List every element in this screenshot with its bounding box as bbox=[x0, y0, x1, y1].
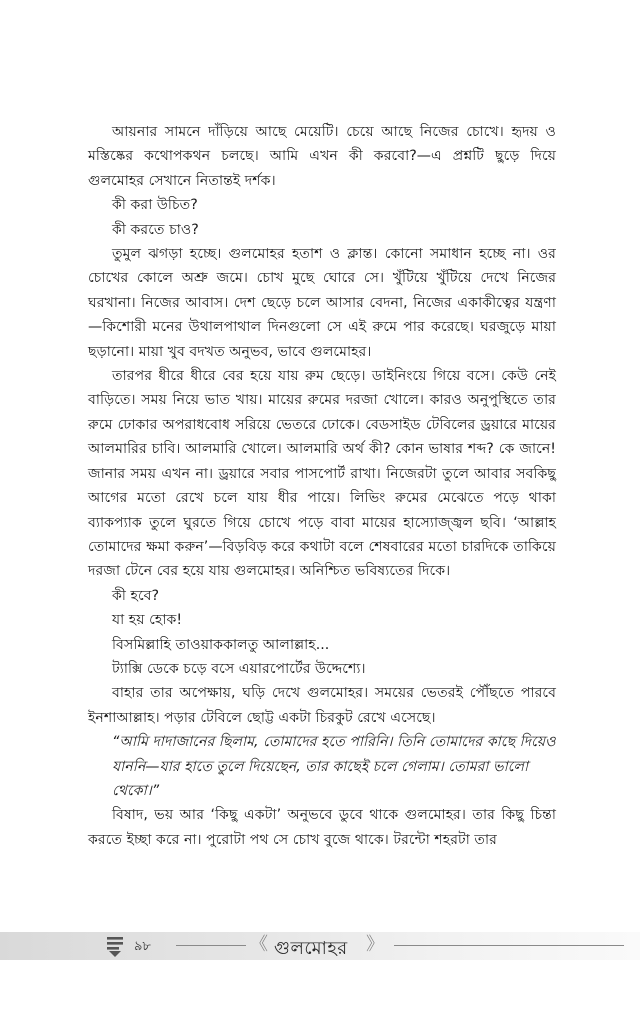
paragraph: তারপর ধীরে ধীরে বের হয়ে যায় রুম ছেড়ে। ডাইনিংয়ে গিয়ে বসে। কেউ নেই বাড়িতে। সময় নিয়ে ভাত খায়। মায়ের রুমের দরজা খোলে। কারও অনুপুস্থিতে তার রুমে ঢোকার অপরাধবোধ সরিয়ে ভেতরে ঢোকে। বেডসাইড টেবিলের ড্রয়ারে মায়ের আলমারির চাবি। আলমারি খোলে। আলমারি অর্থ কী? কোন ভাষার শব্দ? কে জানে! জানার সময় এখন না। ড্রয়ারে সবার পাসপোর্ট রাখা। নিজেরটা তুলে আবার সবকিছু আগের মতো রেখে চলে যায় ধীর পায়ে। লিভিং রুমের মেঝেতে পড়ে থাকা ব্যাকপ্যাক তুলে ঘুরতে গিয়ে চোখে পড়ে বাবা মায়ের হাস্যোজ্জ্বল ছবি। ‘আল্লাহ তোমাদের ক্ষমা করুন’—বিড়বিড় করে কথাটা বলে শেষবারের মতো চারদিকে তাকিয়ে দরজা টেনে বের হয়ে যায় গুলমোহর। অনিশ্চিত ভবিষ্যতের দিকে। bbox=[88, 368, 556, 580]
paragraph: তুমুল ঝগড়া হচ্ছে। গুলমোহর হতাশ ও ক্লান্ত। কোনো সমাধান হচ্ছে না। ওর চোখের কোলে অশ্রু জমে। চোখ মুছে ঘোরে সে। খুঁটিয়ে খুঁটিয়ে দেখে নিজের ঘরখানা। নিজের আবাস। দেশ ছেড়ে চলে আসার বেদনা, নিজের একাকীত্বের যন্ত্রণা—কিশোরী মনের উথালপাথাল দিনগুলো সে এই রুমে পার করেছে। ঘরজুড়ে মায়া ছড়ানো। মায়া খুব বদখত অনুভব, ভাবে গুলমোহর। bbox=[88, 246, 556, 360]
dialogue-line: কী করা উচিত? bbox=[112, 197, 198, 214]
footer-rule-right bbox=[394, 945, 624, 946]
chevron-left-icon: 《 bbox=[250, 934, 268, 955]
paragraph: আয়নার সামনে দাঁড়িয়ে আছে মেয়েটি। চেয়ে আছে নিজের চোখে। হৃদয় ও মস্তিষ্কের কথোপকথন চলছে। আমি এখন কী করবো?—এ প্রশ্নটি ছুড়ে দিয়ে গুলমোহর সেখানে নিতান্তই দর্শক। bbox=[88, 124, 556, 189]
dialogue-line: কী করতে চাও? bbox=[112, 221, 199, 238]
chevron-right-icon: 》 bbox=[366, 934, 384, 955]
bookmark-lines-icon bbox=[104, 934, 126, 958]
note-quote: “আমি দাদাজানের ছিলাম, তোমাদের হতে পারিনি। তিনি তোমাদের কাছে দিয়েও যাননি—যার হাতে তুলে দিয়েছেন, তার কাছেই চলে গেলাম। তোমরা ভালো থেকো।” bbox=[112, 734, 556, 799]
paragraph: বিষাদ, ভয় আর ‘কিছু একটা’ অনুভবে ডুবে থাকে গুলমোহর। তার কিছু চিন্তা করতে ইচ্ছা করে না। পুরোটা পথ সে চোখ বুজে থাকে। টরন্টো শহরটা তার bbox=[88, 807, 556, 848]
page-footer bbox=[0, 930, 640, 964]
dialogue-line: ট্যাক্সি ডেকে চড়ে বসে এয়ারপোর্টের উদ্দেশ্যে। bbox=[112, 660, 366, 677]
page-body bbox=[88, 120, 556, 852]
footer-rule-left bbox=[176, 945, 246, 946]
page-number: ৯৮ bbox=[134, 939, 151, 954]
dialogue-line: বিসমিল্লাহি তাওয়াককালতু আলাল্লাহ... bbox=[112, 636, 330, 653]
dialogue-line: কী হবে? bbox=[112, 587, 160, 604]
paragraph: বাহার তার অপেক্ষায়, ঘড়ি দেখে গুলমোহর। সময়ের ভেতরই পৌঁছতে পারবে ইনশাআল্লাহ। পড়ার টেবিলে ছোট্ট একটা চিরকুট রেখে এসেছে। bbox=[88, 685, 556, 726]
running-title: গুলমোহর bbox=[274, 938, 348, 959]
dialogue-line: যা হয় হোক! bbox=[112, 612, 183, 629]
